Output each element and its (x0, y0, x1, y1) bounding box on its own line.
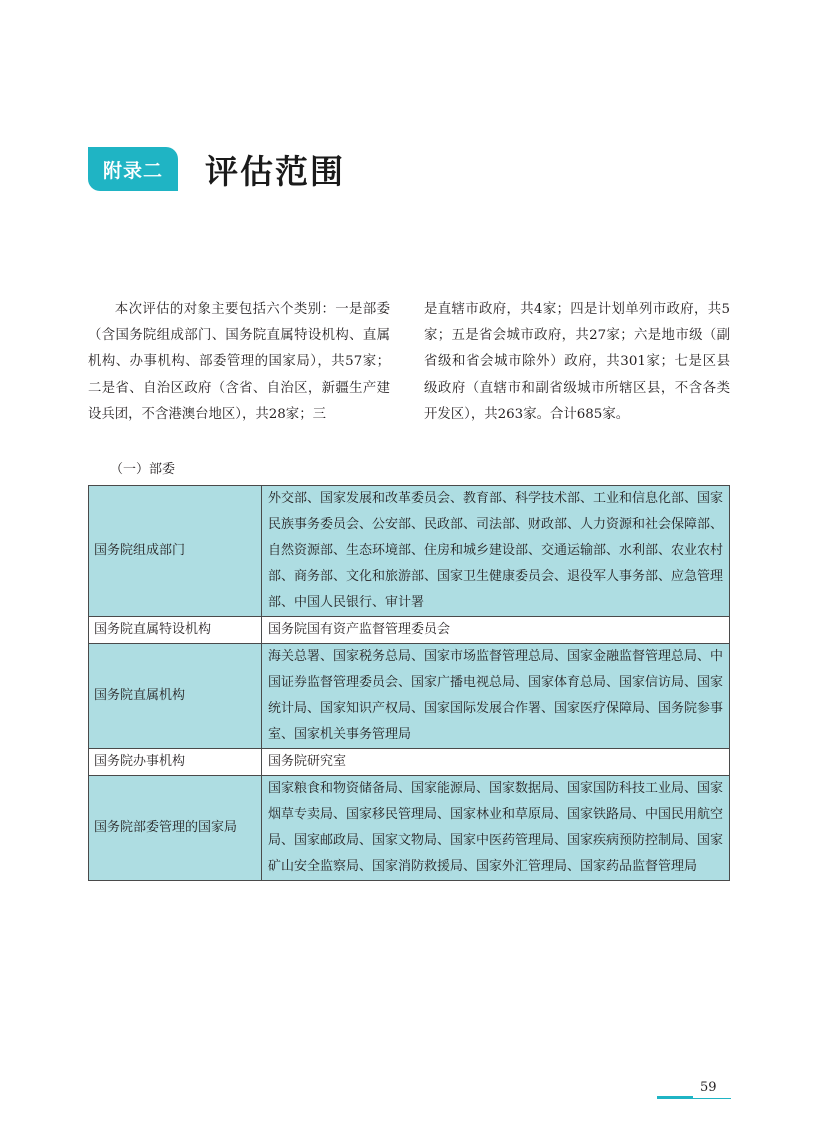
table-row (89, 749, 730, 776)
category-cell: 国务院办事机构 (89, 749, 262, 776)
table-row (89, 617, 730, 644)
section-heading: （一）部委 (110, 462, 176, 477)
category-cell: 国务院部委管理的国家局 (89, 776, 262, 881)
category-cell: 国务院直属机构 (89, 644, 262, 749)
orgs-cell: 外交部、国家发展和改革委员会、教育部、科学技术部、工业和信息化部、国家民族事务委员会、公安部、民政部、司法部、财政部、人力资源和社会保障部、自然资源部、生态环境部、住房和城乡建设部、交通运输部、水利部、农业农村部、商务部、文化和旅游部、国家卫生健康委员会、退役军人事务部、应急管理部、中国人民银行、审计署 (262, 486, 730, 617)
orgs-cell: 国务院国有资产监督管理委员会 (262, 617, 730, 644)
category-cell: 国务院组成部门 (89, 486, 262, 617)
page-title: 评估范围 (205, 152, 345, 191)
table-row (89, 776, 730, 881)
orgs-cell: 国务院研究室 (262, 749, 730, 776)
orgs-cell: 国家粮食和物资储备局、国家能源局、国家数据局、国家国防科技工业局、国家烟草专卖局、国家移民管理局、国家林业和草原局、国家铁路局、中国民用航空局、国家邮政局、国家文物局、国家中医药管理局、国家疾病预防控制局、国家矿山安全监察局、国家消防救援局、国家外汇管理局、国家药品监督管理局 (262, 776, 730, 881)
orgs-cell: 海关总署、国家税务总局、国家市场监督管理总局、国家金融监督管理总局、中国证券监督管理委员会、国家广播电视总局、国家体育总局、国家信访局、国家统计局、国家知识产权局、国家国际发展合作署、国家医疗保障局、国务院参事室、国家机关事务管理局 (262, 644, 730, 749)
intro-paragraph-left: 本次评估的对象主要包括六个类别：一是部委（含国务院组成部门、国务院直属特设机构、直属机构、办事机构、部委管理的国家局），共57家；二是省、自治区政府（含省、自治区，新疆生产建设兵团，不含港澳台地区），共28家；三 (88, 302, 390, 422)
page-number-rule-accent (657, 1096, 693, 1099)
page-number: 59 (700, 1080, 717, 1095)
intro-paragraph-right: 是直辖市政府，共4家；四是计划单列市政府，共5家；五是省会城市政府，共27家；六是地市级（副省级和省会城市除外）政府，共301家；七是区县级政府（直辖市和副省级城市所辖区县，不含各类开发区），共263家。合计685家。 (424, 302, 730, 422)
table-row (89, 486, 730, 617)
scope-table (88, 485, 730, 881)
table-row (89, 644, 730, 749)
category-cell: 国务院直属特设机构 (89, 617, 262, 644)
appendix-badge: 附录二 (88, 147, 178, 191)
